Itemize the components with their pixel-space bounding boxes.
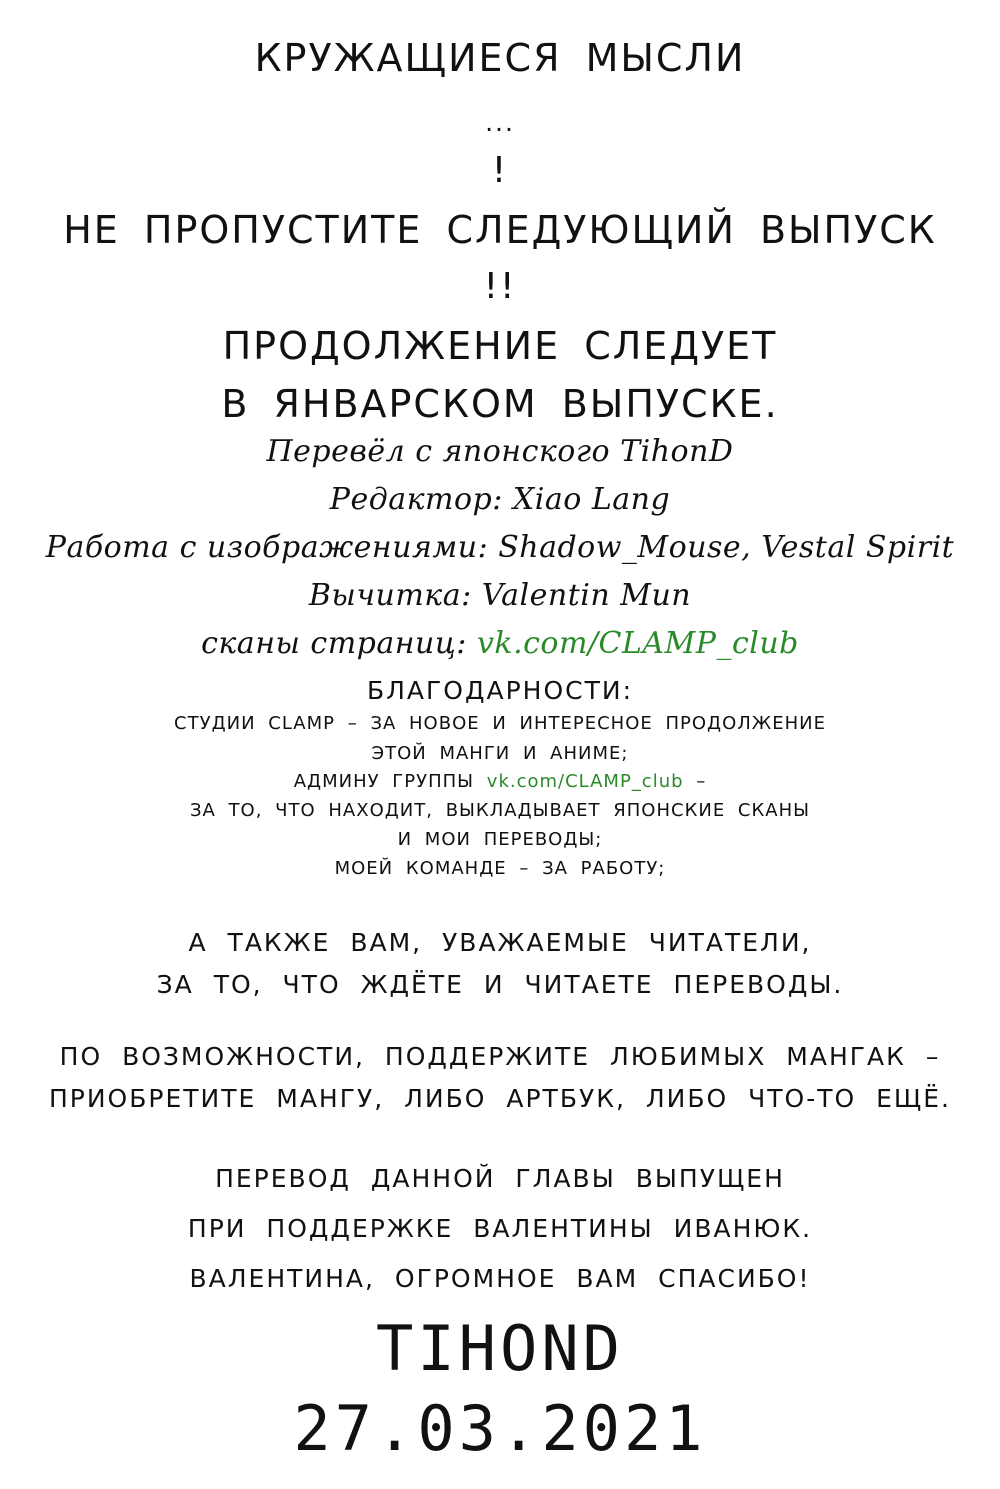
heading-exclamation: ! [491, 150, 509, 191]
readers-line-1: А ТАКЖЕ ВАМ, УВАЖАЕМЫЕ ЧИТАТЕЛИ, [188, 928, 812, 957]
thanks-title: БЛАГОДАРНОСТИ: [366, 676, 633, 705]
readers-line-2: ЗА ТО, ЧТО ЖДЁТЕ И ЧИТАЕТЕ ПЕРЕВОДЫ. [156, 970, 844, 999]
thanks-admin [0, 771, 1000, 792]
credit-editor: Редактор: Xiao Lang [329, 482, 671, 517]
thanks-clamp: СТУДИИ CLAMP – ЗА НОВОЕ И ИНТЕРЕСНОЕ ПРОДОЛЖЕНИЕ [174, 713, 826, 734]
heading-double-exclamation: !! [483, 266, 517, 307]
signature-name: TIHOND [376, 1312, 624, 1385]
sponsor-line-1: ПЕРЕВОД ДАННОЙ ГЛАВЫ ВЫПУЩЕН [215, 1164, 785, 1193]
heading-dont-miss: НЕ ПРОПУСТИТЕ СЛЕДУЮЩИЙ ВЫПУСК [63, 208, 937, 252]
sponsor-line-2: ПРИ ПОДДЕРЖКЕ ВАЛЕНТИНЫ ИВАНЮК. [187, 1214, 813, 1243]
thanks-translations: И МОИ ПЕРЕВОДЫ; [397, 829, 603, 850]
support-line-2: ПРИОБРЕТИТЕ МАНГУ, ЛИБО АРТБУК, ЛИБО ЧТО-ТО ЕЩЁ. [48, 1084, 952, 1113]
credit-image-editing: Работа с изображениями: Shadow_Mouse, Vestal Spirit [45, 530, 955, 565]
support-line-1: ПО ВОЗМОЖНОСТИ, ПОДДЕРЖИТЕ ЛЮБИМЫХ МАНГАК – [59, 1042, 941, 1071]
credit-proofreading: Вычитка: Valentin Mun [308, 578, 692, 613]
heading-to-be-continued: ПРОДОЛЖЕНИЕ СЛЕДУЕТ [222, 324, 778, 368]
thanks-admin-link[interactable]: vk.com/CLAMP_club [486, 771, 684, 792]
credit-translator: Перевёл с японского TihonD [266, 434, 734, 469]
thanks-team: МОЕЙ КОМАНДЕ – ЗА РАБОТУ; [334, 858, 666, 879]
thanks-manga-anime: ЭТОЙ МАНГИ И АНИМЕ; [371, 743, 629, 764]
thanks-admin-label: АДМИНУ ГРУППЫ [293, 771, 475, 792]
thanks-admin-reason: ЗА ТО, ЧТО НАХОДИТ, ВЫКЛАДЫВАЕТ ЯПОНСКИЕ СКАНЫ [189, 800, 810, 821]
credit-scans [0, 626, 1000, 661]
sponsor-line-3: ВАЛЕНТИНА, ОГРОМНОЕ ВАМ СПАСИБО! [189, 1264, 811, 1293]
signature-date: 27.03.2021 [293, 1392, 707, 1465]
credit-scans-link[interactable]: vk.com/CLAMP_club [476, 626, 799, 661]
heading-title: КРУЖАЩИЕСЯ МЫСЛИ [254, 36, 746, 80]
heading-ellipsis: ... [485, 108, 515, 137]
thanks-admin-dash: – [696, 771, 707, 792]
credit-scans-label: сканы страниц: [201, 626, 467, 661]
heading-january-issue: В ЯНВАРСКОМ ВЫПУСКЕ. [221, 382, 779, 426]
